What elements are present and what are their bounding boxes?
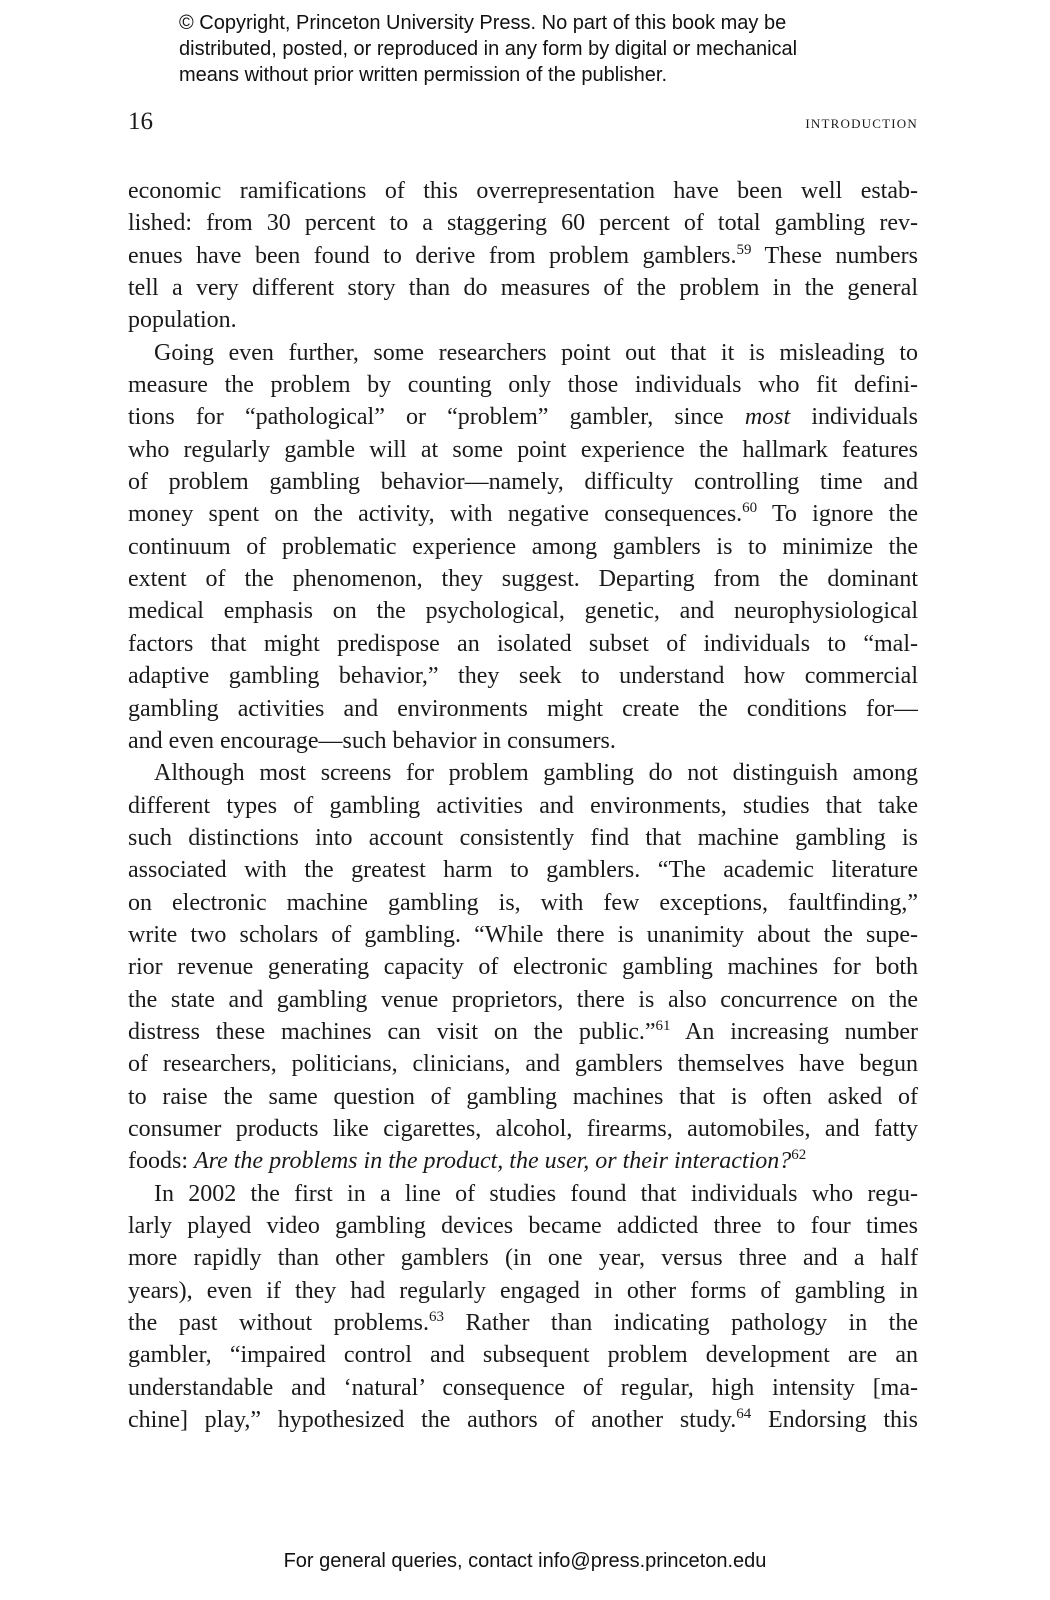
text-line [128,1016,918,1048]
line-text: gambling activities and environments might create the conditions for— [128,695,918,722]
line-text: associated with the greatest harm to gamblers. “The academic literature [128,857,918,884]
line-text: enues have been found to derive from problem gamblers. [128,242,737,269]
footnote-marker: 61 [655,1017,671,1034]
line-text: distress these machines can visit on the public.” [128,1018,656,1045]
text-line [128,628,918,660]
text-line [128,207,918,239]
text-line [128,466,918,498]
text-line [128,1339,918,1371]
text-line [128,1113,918,1145]
text-line [128,854,918,886]
line-text: To ignore the [757,501,918,528]
text-line [128,498,918,530]
footnote-marker: 60 [742,500,758,517]
chapter-title: introduction [805,112,918,133]
line-text: years), even if they had regularly engaged in other forms of gambling in [128,1277,918,1304]
text-line [128,887,918,919]
line-text: who regularly gamble will at some point experience the hallmark features [128,436,918,463]
text-line [128,790,918,822]
text-line [128,337,918,369]
text-line [128,401,918,433]
text-line [128,725,918,757]
line-text: of problem gambling behavior—namely, difficulty controlling time and [128,469,918,496]
text-line [128,1178,918,1210]
line-text: chine] play,” hypothesized the authors of another study. [128,1407,737,1434]
text-line [128,984,918,1016]
line-text: Going even further, some researchers point out that it is misleading to [154,339,918,366]
line-text: the past without problems. [128,1310,430,1337]
line-text: more rapidly than other gamblers (in one year, versus three and a half [128,1245,918,1272]
line-text: lished: from 30 percent to a staggering 60 percent of total gambling rev- [128,210,918,237]
line-text: adaptive gambling behavior,” they seek to understand how commercial [128,663,918,690]
footnote-marker: 59 [736,241,752,258]
line-text: tell a very different story than do measures of the problem in the general [128,275,918,302]
line-text: such distinctions into account consistently find that machine gambling is [128,824,918,851]
text-line [128,304,918,336]
text-line [128,1145,918,1177]
line-text: on electronic machine gambling is, with few exceptions, faultfinding,” [128,889,918,916]
text-line [128,1048,918,1080]
line-text: individuals [790,404,918,431]
page-number: 16 [128,108,153,135]
line-text: the state and gambling venue proprietors, there is also concurrence on the [128,986,918,1013]
line-text: foods: [128,1148,194,1175]
line-text: money spent on the activity, with negative consequences. [128,501,743,528]
text-line [128,693,918,725]
text-line [128,660,918,692]
text-line [128,175,918,207]
text-line [128,1404,918,1436]
body-text [128,175,918,1436]
text-line [128,757,918,789]
text-line [128,272,918,304]
text-line [128,919,918,951]
footnote-marker: 63 [429,1309,445,1326]
line-text: different types of gambling activities and environments, studies that take [128,792,918,819]
text-line [128,1372,918,1404]
line-text: population. [128,307,237,334]
copyright-line: © Copyright, Princeton University Press. No part of this book may be [179,12,787,34]
emphasis: Are the problems in the product, the user, or their interaction? [194,1148,792,1175]
footnote-marker: 62 [791,1147,807,1164]
line-text: of researchers, politicians, clinicians, and gamblers themselves have begun [128,1051,918,1078]
footnote-marker: 64 [736,1406,752,1423]
copyright-line: distributed, posted, or reproduced in any form by digital or mechanical [179,38,798,60]
line-text: understandable and ‘natural’ consequence of regular, high intensity [ma- [128,1374,918,1401]
text-line [128,822,918,854]
line-text: factors that might predispose an isolated subset of individuals to “mal- [128,630,918,657]
emphasis: most [744,404,791,431]
line-text: Endorsing this [751,1407,918,1434]
line-text: medical emphasis on the psychological, genetic, and neurophysiological [128,598,918,625]
text-line [128,1081,918,1113]
line-text: measure the problem by counting only those individuals who fit defini- [128,372,918,399]
line-text: tions for “pathological” or “problem” gambler, since [128,404,745,431]
line-text: extent of the phenomenon, they suggest. Departing from the dominant [128,566,918,593]
text-line [128,1210,918,1242]
text-line [128,595,918,627]
text-line [128,1275,918,1307]
line-text: Although most screens for problem gambling do not distinguish among [154,760,918,787]
line-text: These numbers [751,242,918,269]
text-line [128,369,918,401]
text-line [128,563,918,595]
line-text: In 2002 the first in a line of studies found that individuals who regu- [154,1180,918,1207]
line-text: gambler, “impaired control and subsequent problem development are an [128,1342,918,1369]
copyright-line: means without prior written permission of the publisher. [179,64,668,86]
line-text: continuum of problematic experience among gamblers is to minimize the [128,533,918,560]
text-line [128,531,918,563]
text-line [128,1242,918,1274]
text-line [128,951,918,983]
line-text: consumer products like cigarettes, alcohol, firearms, automobiles, and fatty [128,1115,918,1142]
line-text: An increasing number [670,1018,918,1045]
line-text: rior revenue generating capacity of electronic gambling machines for both [128,954,918,981]
running-head [128,108,918,138]
line-text: write two scholars of gambling. “While there is unanimity about the supe- [128,921,918,948]
line-text: and even encourage—such behavior in consumers. [128,727,616,754]
line-text: economic ramifications of this overrepresentation have been well estab- [128,178,918,204]
text-line [128,240,918,272]
line-text: larly played video gambling devices became addicted three to four times [128,1213,918,1239]
text-line [128,434,918,466]
text-line [128,1307,918,1339]
footer-contact: For general queries, contact info@press.princeton.edu [283,1550,767,1572]
copyright-notice [179,10,999,88]
line-text: Rather than indicating pathology in the [444,1310,918,1337]
line-text: to raise the same question of gambling machines that is often asked of [128,1083,918,1110]
